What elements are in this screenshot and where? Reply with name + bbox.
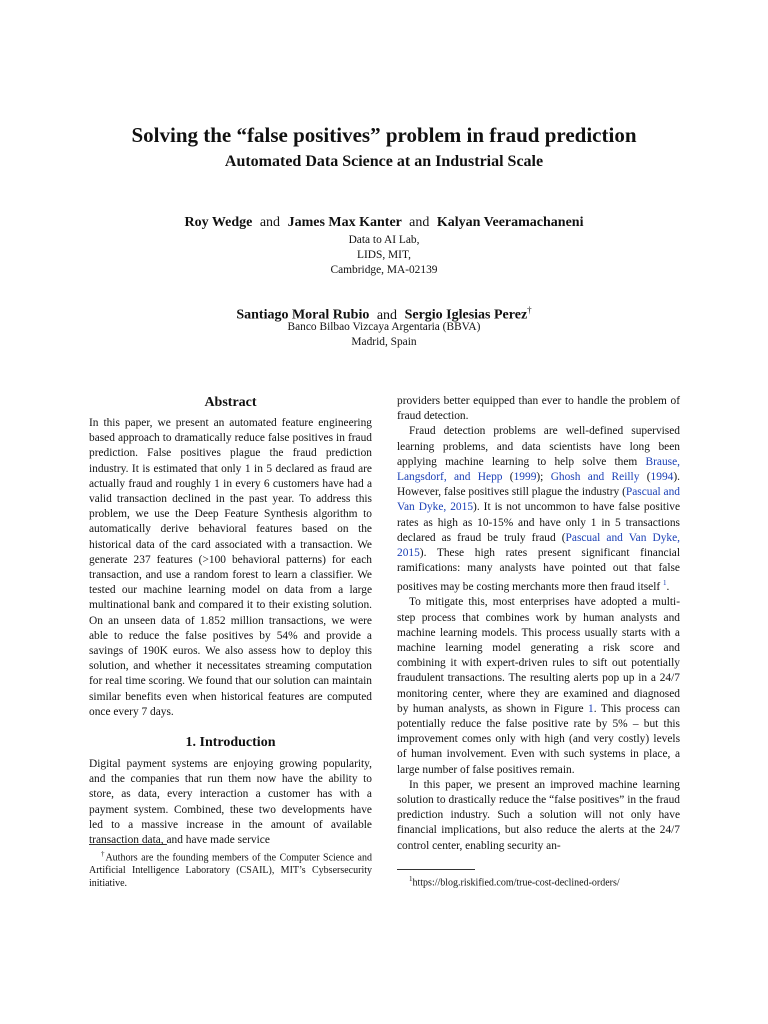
author-name: Kalyan Veeramachaneni (436, 215, 584, 230)
citation-link[interactable]: 1999 (513, 471, 537, 484)
footnote-link[interactable]: 1 (663, 579, 667, 588)
text-run: ). It is not uncommon to have false positive rates as high as 10-15% and have only 1 in 5 transactions declared as fraud be truly fraud ( (397, 501, 680, 544)
author-name: Santiago Moral Rubio (236, 307, 370, 323)
left-footnote-block (89, 844, 372, 890)
author-conjunction: and (259, 215, 281, 230)
text-run: ); (536, 471, 551, 484)
affiliation-2 (0, 320, 768, 350)
paper-title: Solving the “false positives” problem in fraud prediction (131, 123, 637, 147)
intro-paragraph: Digital payment systems are enjoying growing popularity, and the companies that run them now have the ability to store, as data, every interaction a customer has with a payment system. Combined, these two developments have led to a massive increase in the amount of available transaction data, and have made service (89, 758, 372, 847)
footnote-left (89, 848, 372, 890)
intro-heading: 1. Introduction (185, 735, 276, 751)
text-run: ( (502, 471, 514, 484)
right-paragraph-4: In this paper, we present an improved machine learning solution to drastically reduce the “false positives” in the fraud prediction industry. Such a solution will not only have financial implications, but also reduce the alerts at the 24/7 control center, enabling security an- (397, 778, 680, 852)
footnote-right (397, 873, 680, 889)
author-line-1 (0, 214, 768, 232)
text-run: . (666, 581, 670, 594)
affiliation-line: Madrid, Spain (351, 336, 417, 348)
abstract-heading: Abstract (204, 395, 257, 410)
text-run: . This process can potentially reduce the false positive rate by 5% – but this improvement comes only with high (and very costly) levels of human involvement. Even with such systems in place, a large number of false positives remain. (397, 702, 681, 776)
citation-link[interactable]: Pascual and Van Dyke, 2015 (397, 486, 681, 514)
right-paragraph-2 (397, 424, 680, 595)
footnote-url: https://blog.riskified.com/true-cost-declined-orders/ (412, 877, 620, 889)
text-run: ). However, false positives still plague the industry ( (397, 471, 680, 499)
footnote-rule (397, 869, 475, 870)
right-footnote-block (397, 869, 680, 889)
footnote-mark: † (101, 850, 106, 858)
affiliation-line: Banco Bilbao Vizcaya Argentaria (BBVA) (287, 321, 481, 333)
citation-link[interactable]: Pascual and Van Dyke, 2015 (397, 531, 680, 560)
right-column (397, 394, 680, 854)
text-run: To mitigate this, most enterprises have adopted a multi-step process that combines work by human analysts and machine learning models. This process usually starts with a machine learning model generating a risk score and combining it with expert-driven rules to sift out potentially fraudulent transactions. The resulting alerts pop up in a 24/7 monitoring center, where they are examined and diagnosed by human analysts, as shown in Figure (397, 596, 680, 715)
paper-subtitle: Automated Data Science at an Industrial Scale (224, 153, 544, 170)
affiliation-1 (0, 233, 768, 278)
affiliation-line: Cambridge, MA-02139 (330, 264, 438, 276)
author-name: James Max Kanter (287, 215, 402, 230)
author-name: Sergio Iglesias Perez (404, 307, 528, 323)
affiliation-line: LIDS, MIT, (357, 249, 411, 261)
text-run: ( (639, 471, 651, 484)
citation-link[interactable]: Ghosh and Reilly (550, 471, 640, 484)
citation-link[interactable]: 1994 (650, 471, 674, 484)
abstract-text: In this paper, we present an automated feature engineering based approach to dramatically reduce false positives in fraud prediction. False positives plague the fraud prediction industry. It is estimated that only 1 in 5 declared as fraud are actually fraud and roughly 1 in every 6 customers have had a valid transaction declined in the past year. To address this problem, we use the Deep Feature Synthesis algorithm to automatically derive behavioral features based on the historical data of the card associated with a transaction. We generate 237 features (>100 behavioral patterns) for each transaction, and use a random forest to learn a classifier. We tested our machine learning model on data from a large multinational bank and compared it to their existing solution. On an unseen data of 1.852 million transactions, we were able to reduce the false positives by 54% and provide a savings of 190K euros. We also assess how to deploy this solution, and whether it necessitates streaming computation for real time scoring. We found that our solution can maintain similar benefits even when historical features are computed once every 7 days. (89, 417, 372, 718)
citation-link[interactable]: Brause, Langsdorf, and Hepp (397, 455, 680, 484)
right-paragraph-3 (397, 595, 680, 777)
footnote-rule (89, 844, 167, 845)
footnote-text: Authors are the founding members of the Computer Science and Artificial Intelligence Laboratory (CSAIL), MIT’s Cybsersecurity initiative. (89, 852, 373, 890)
author-conjunction: and (409, 215, 430, 230)
figure-link[interactable]: 1 (588, 702, 594, 715)
footnote-mark: 1 (409, 875, 413, 883)
left-column (89, 394, 372, 848)
right-paragraph-1: providers better equipped than ever to handle the problem of fraud detection. (397, 395, 680, 423)
author-footnote-mark: † (527, 305, 532, 315)
author-conjunction: and (376, 307, 398, 323)
affiliation-line: Data to AI Lab, (348, 234, 420, 246)
text-run: Fraud detection problems are well-defined supervised learning problems, and data scientists have long been applying machine learning to help solve them (397, 425, 680, 468)
text-run: ). These high rates present significant financial ramifications: many analysts have pointed out that false positives may be costing merchants more then fraud itself (397, 547, 680, 594)
author-name: Roy Wedge (184, 215, 253, 230)
